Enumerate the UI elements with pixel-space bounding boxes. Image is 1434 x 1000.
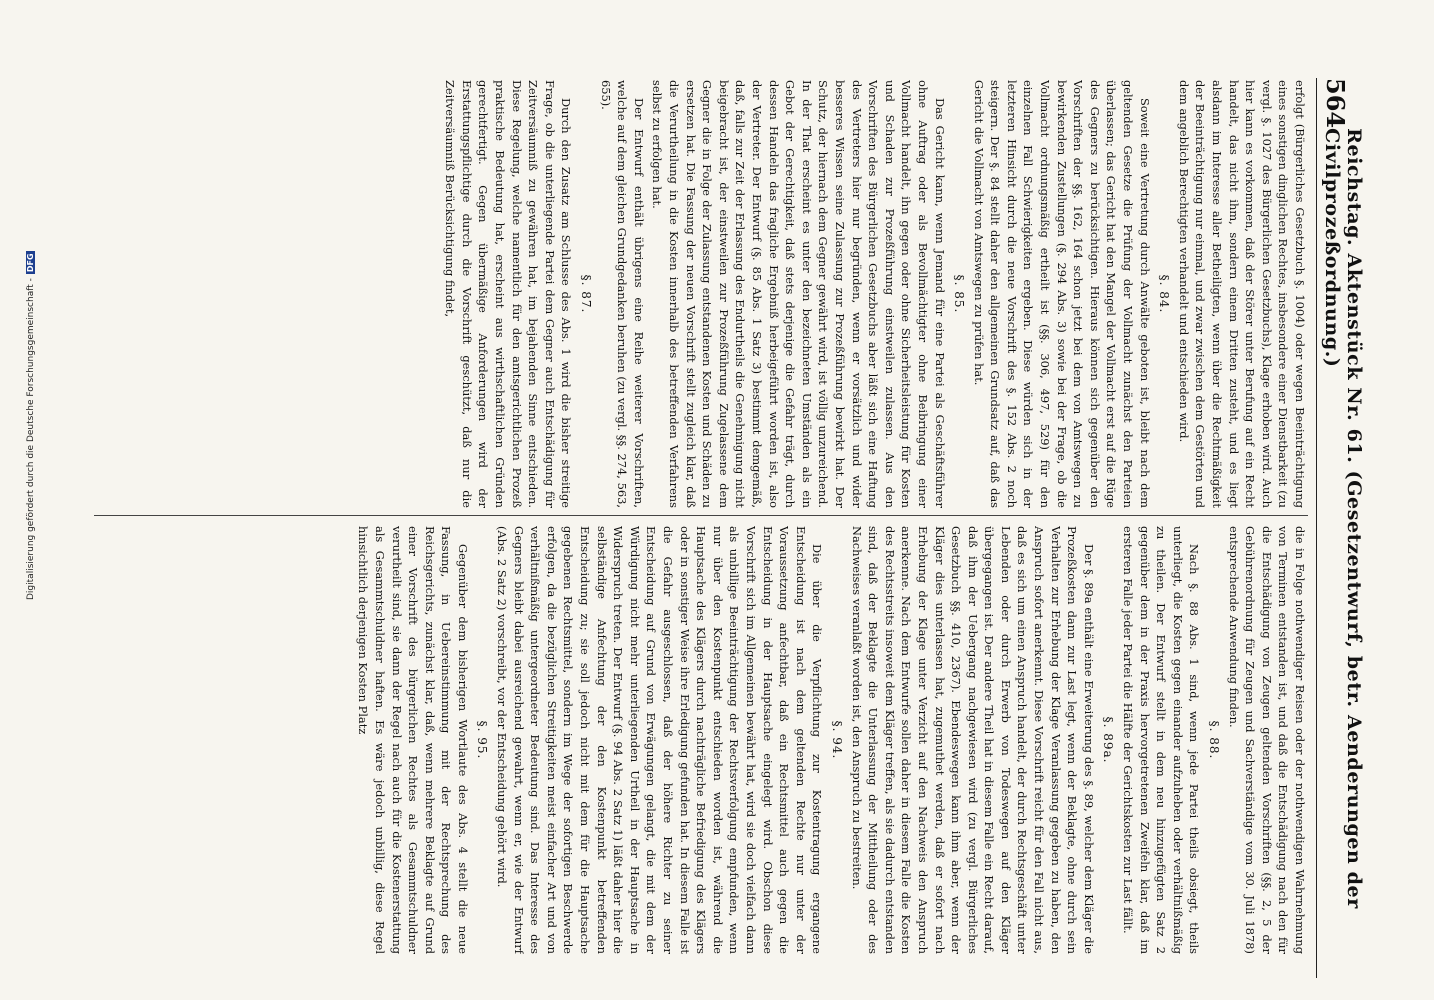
section-heading: §. 84. xyxy=(1157,274,1172,314)
paragraph: Das Gericht kann, wenn Jemand für eine Partei als Geschäftsführer ohne Auftrag oder als Bevollmächtigter ohne Beibringung einer Vollmacht handelt, ihn gegen oder ohne Sicherheitsleistung für Kosten und Schaden zur Prozeßführung einstweilen zulassen. Aus den Vorschriften des Bürgerlichen Gesetzbuchs aber läßt sich eine Haftung des Vertreters hier nur begründen, wenn er vorsätzlich und wider besseres Wissen seine Zulassung zur Prozeßführung bewirkt hat. Der Schutz, der hiernach dem Gegner gewährt wird, ist völlig unzureichend. In der That erscheint es unter den bezeichneten Umständen als ein Gebot der Gerechtigkeit, daß stets derjenige die Gefahr trägt, durch dessen Handeln das fragliche Ergebniß herbeigeführt worden ist, also der Vertreter. Der Entwurf (§. 85 Abs. 1 Satz 3) bestimmt demgemäß, daß, falls zur Zeit der Erlassung des Endurtheils die Genehmigung nicht beigebracht ist, der einstweilen zur Prozeßführung Zugelassene dem Gegner die in Folge der Zulassung entstandenen Kosten und Schäden zu ersetzen hat. Die Fassung der neuen Vorschrift stellt zugleich klar, daß die Verurtheilung in die Kosten innerhalb des betreffenden Verfahrens selbst zu erfolgen hat. xyxy=(650,80,947,508)
paragraph: Durch den Zusatz am Schlusse des Abs. 1 wird die bisher streitige Frage, ob die unterliegende Partei dem Gegner auch Entschädigung für Zeitversäumniß zu gewähren hat, im bejahenden Sinne entschieden. Diese Regelung, welche namentlich für den amtsgerichtlichen Prozeß praktische Bedeutung hat, erscheint aus wirthschaftlichen Gründen gerechtfertigt. Gegen übermäßige Anforderungen wird der Erstattungspflichtige durch die Vorschrift geschützt, daß nur die Zeitversäumniß Berücksichtigung findet, xyxy=(443,80,574,508)
paragraph: Gegenüber dem bisherigen Wortlaute des Abs. 4 stellt die neue Fassung, in Uebereinstimmung mit der Rechtsprechung des Reichsgerichts, zunächst klar, daß, wenn mehrere Beklagte auf Grund einer Vorschrift des bürgerlichen Rechtes als Gesammtschuldner verurtheilt sind, sie dann der Regel nach auch für die Kostenerstattung als Gesammtschuldner haften. Es wäre jedoch unbillig, diese Regel hinsichtlich derjenigen Kosten Platz xyxy=(356,526,470,954)
section-heading: §. 88. xyxy=(1207,720,1222,760)
page-header xyxy=(1316,78,1372,978)
left-column xyxy=(94,80,1308,508)
paragraph: Der §. 89a enthält eine Erweiterung des §. 89, welcher dem Kläger die Prozeßkosten dann zur Last legt, wenn der Beklagte, ohne durch sein Verhalten zur Erhebung der Klage Veranlassung gegeben zu haben, den Anspruch sofort anerkennt. Diese Vorschrift reicht für den Fall nicht aus, daß es sich um einen Anspruch handelt, der durch Rechtsgeschäft unter Lebenden oder durch Erwerb von Todeswegen auf den Kläger übergegangen ist. Der andere Theil hat in diesem Falle ein Recht darauf, daß ihm der Uebergang nachgewiesen wird (zu vergl. Bürgerliches Gesetzbuch §§. 410, 2367). Ebendeswegen kann ihm aber, wenn der Kläger dies unterlassen hat, zugemuthet werden, daß er sofort nach Erhebung der Klage unter Verzicht auf den Nachweis den Anspruch anerkenne. Nach dem Entwurfe sollen daher in diesem Falle die Kosten des Rechtsstreits insoweit dem Kläger treffen, als sie dadurch entstanden sind, daß der Beklagte die Unterlassung der Mittheilung oder des Nachweises veranlaßt worden ist, den Anspruch zu bestreiten. xyxy=(849,526,1096,954)
page-number: 564 xyxy=(1321,78,1350,129)
paragraph: Nach §. 88 Abs. 1 sind, wenn jede Partei theils obsiegt, theils unterliegt, die Kosten gegen einander aufzuheben oder verhältnißmäßig zu theilen. Der Entwurf stellt in dem neu hinzugefügten Satz 2 gegenüber dem in der Praxis hervorgetretenen Zweifeln klar, daß im ersteren Falle jeder Partei die Hälfte der Gerichtskosten zur Last fällt. xyxy=(1121,526,1202,954)
section-heading: §. 95. xyxy=(475,720,490,760)
section-heading: §. 85. xyxy=(952,274,967,314)
right-column xyxy=(94,526,1308,954)
running-title: Reichstag. Aktenstück Nr. 61. (Gesetzentwurf, betr. Aenderungen der Civilprozeßordnung.) xyxy=(1321,128,1365,909)
dfg-logo: DFG xyxy=(26,253,35,273)
section-heading: §. 94. xyxy=(829,720,844,760)
paragraph: Die über die Verpflichtung zur Kostentragung ergangene Entscheidung ist nach dem geltenden Rechte nur unter der Voraussetzung anfechtbar, daß ein Rechtsmittel auch gegen die Entscheidung in der Hauptsache eingelegt wird. Obschon diese Vorschrift sich im Allgemeinen bewährt hat, wird sie doch vielfach dann als unbillige Beeinträchtigung der Rechtsverfolgung empfunden, wenn nur über den Kostenpunkt entschieden worden ist, während die Hauptsache des Klägers durch nachträgliche Befriedigung des Klägers oder in sonstiger Weise ihre Erledigung gefunden hat. In diesem Falle ist die Gefahr ausgeschlossen, daß der höhere Richter zu seiner Entscheidung auf Grund von Erwägungen gelangt, die mit dem der Würdigung nicht mehr unterliegenden Urtheil in der Hauptsache in Widerspruch treten. Der Entwurf (§. 94 Abs. 2 Satz 1) läßt daher hier die selbständige Anfechtung der den Kostenpunkt betreffenden Entscheidung zu; sie soll jedoch nicht mit dem für die Hauptsache gegebenen Rechtsmittel, sondern im Wege der sofortigen Beschwerde erfolgen, da die bezüglichen Streitigkeiten meist einfacher Art und von verhältnißmäßig untergeordneter Bedeutung sind. Das Interesse des Gegners bleibt dabei ausreichend gewahrt, wenn er, wie der Entwurf (Abs. 2 Satz 2) vorschreibt, vor der Entscheidung gehört wird. xyxy=(495,526,825,954)
paragraph: Der Entwurf enthält übrigens eine Reihe weiterer Vorschriften, welche auf dem gleichen Grundgedanken beruhen (zu vergl. §§. 274, 563, 655). xyxy=(598,80,646,508)
paragraph: erfolgt (Bürgerliches Gesetzbuch §. 1004) oder wegen Beeinträchtigung eines sonstigen dinglichen Rechtes, insbesondere einer Dienstbarkeit (zu vergl. §. 1027 des Bürgerlichen Gesetzbuchs), Klage erhoben wird. Auch hier kann es vorkommen, daß der Störer unter Berufung auf ein Recht handelt, das nicht ihm, sondern einem Dritten zusteht, und es liegt alsdann im Interesse aller Betheiligten, wenn über die Rechtmäßigkeit der Beeinträchtigung nur einmal, und zwar zwischen dem Gestörten und dem angeblich Berechtigten verhandelt und entschieden wird. xyxy=(1176,80,1307,508)
paragraph: Soweit eine Vertretung durch Anwälte geboten ist, bleibt nach dem geltenden Gesetze die Prüfung der Vollmacht zunächst den Parteien überlassen; das Gericht hat den Mangel der Vollmacht erst auf die Rüge des Gegners zu berücksichtigen. Hieraus können sich gegenüber den Vorschriften der §§. 162, 164 schon jetzt bei dem von Amtswegen zu bewirkenden Zustellungen (§. 294 Abs. 3) sowie bei der Frage, ob die Vollmacht ordnungsmäßig ertheilt ist (§§. 306, 497, 529) für den einzelnen Fall Schwierigkeiten ergeben. Diese würden sich in der letzteren Hinsicht durch die neue Vorschrift des §. 152 Abs. 2 noch steigern. Der §. 84 stellt daher den allgemeinen Grundsatz auf, daß das Gericht die Vollmacht von Amtswegen zu prüfen hat. xyxy=(971,80,1152,508)
section-heading: §. 89a. xyxy=(1101,716,1116,764)
section-heading: §. 87. xyxy=(579,274,594,314)
column-divider xyxy=(94,515,1308,516)
paragraph: die in Folge nothwendiger Reisen oder der nothwendigen Wahrnehmung von Terminen entstanden ist, und daß die Entschädigung nach den für die Entschädigung von Zeugen geltenden Vorschriften (§§. 2, 5 der Gebührenordnung für Zeugen und Sachverständige vom 30. Juli 1878) entsprechende Anwendung finden. xyxy=(1226,526,1307,954)
digitization-note-text: Digitalisierung gefördert durch die Deutsche Forschungsgemeinschaft - xyxy=(26,278,36,600)
digitization-note xyxy=(26,0,40,600)
